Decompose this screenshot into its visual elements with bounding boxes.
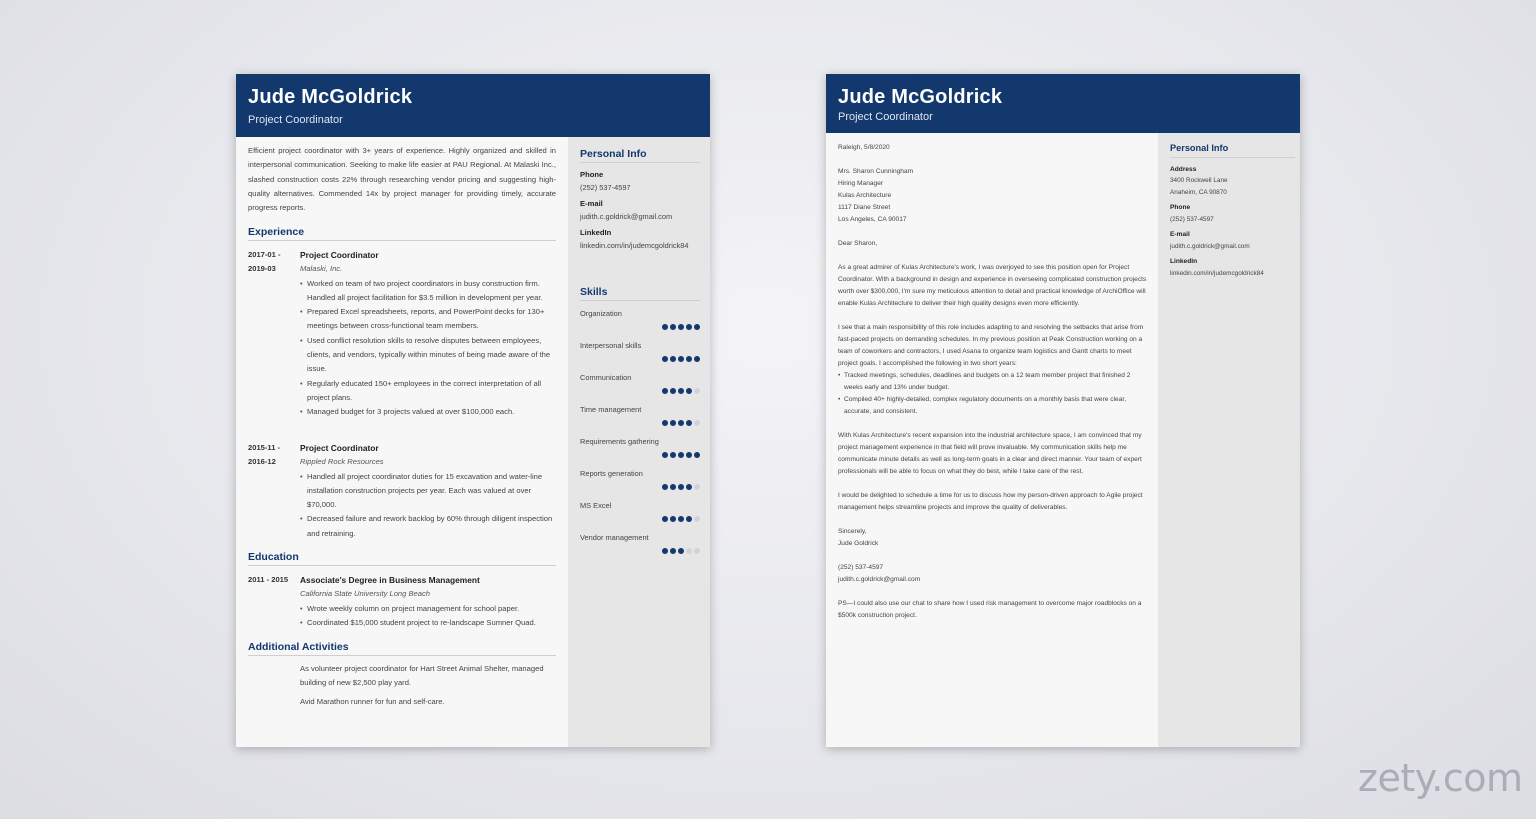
skill-rating	[662, 452, 700, 458]
signature: Jude Goldrick	[838, 540, 879, 547]
resume-role: Project Coordinator	[248, 114, 343, 126]
skill-rating	[662, 356, 700, 362]
skills-title: Skills	[580, 286, 700, 301]
entry-org: Rippled Rock Resources	[300, 457, 384, 467]
email-label: E-mail	[1170, 231, 1190, 238]
cover-letter-page	[826, 74, 1300, 747]
skill-name: Time management	[580, 405, 642, 414]
rating-dot	[678, 356, 684, 362]
skill-item	[580, 341, 700, 350]
rating-dot	[662, 516, 668, 522]
skill-rating	[662, 420, 700, 426]
linkedin-value: linkedin.com/in/judemcgoldrick84	[580, 241, 689, 250]
recipient-line: Kulas Architecture	[838, 192, 892, 199]
rating-dot	[678, 548, 684, 554]
address-label: Address	[1170, 165, 1197, 173]
experience-title: Experience	[248, 226, 556, 241]
rating-dot	[686, 484, 692, 490]
resume-page	[236, 74, 710, 747]
rating-dot	[694, 388, 700, 394]
letter-phone: (252) 537-4597	[838, 564, 884, 571]
rating-dot	[694, 484, 700, 490]
letter-role: Project Coordinator	[838, 111, 933, 123]
rating-dot	[662, 324, 668, 330]
entry-bullet: • Worked on team of two project coordinators in busy construction firm. Handled all project facilitation for $3.5 million in development per year.	[307, 277, 558, 306]
phone-label: Phone	[1170, 204, 1191, 211]
skill-item	[580, 373, 700, 382]
rating-dot	[662, 548, 668, 554]
skill-item	[580, 309, 700, 318]
recipient-line: Mrs. Sharon Cunningham	[838, 168, 914, 175]
rating-dot	[662, 388, 668, 394]
skill-rating	[662, 324, 700, 330]
rating-dot	[662, 452, 668, 458]
rating-dot	[694, 516, 700, 522]
entry-bullet: • Decreased failure and rework backlog by 60% through diligent inspection and retraining.	[307, 512, 558, 541]
rating-dot	[686, 356, 692, 362]
rating-dot	[694, 356, 700, 362]
entry-title: Project Coordinator	[300, 443, 379, 453]
entry-bullet: • Regularly educated 150+ employees in the correct interpretation of all project plans.	[307, 377, 558, 406]
letter-name: Jude McGoldrick	[838, 86, 1003, 108]
rating-dot	[678, 324, 684, 330]
rating-dot	[686, 388, 692, 394]
skill-name: Vendor management	[580, 533, 649, 542]
personal-info-title: Personal Info	[1170, 143, 1295, 158]
resume-header	[236, 74, 710, 137]
closing: Sincerely,	[838, 528, 867, 535]
address-line: 3400 Rockwell Lane	[1170, 177, 1228, 184]
skill-item	[580, 501, 700, 510]
skill-name: MS Excel	[580, 501, 612, 510]
postscript: PS—I could also use our chat to share how I used risk management to overcome major roadblocks on a $500k construction project.	[838, 600, 1142, 619]
address-line: Anaheim, CA 90870	[1170, 188, 1227, 196]
recipient-line: 1117 Diane Street	[838, 204, 891, 211]
rating-dot	[662, 420, 668, 426]
rating-dot	[686, 420, 692, 426]
rating-dot	[670, 356, 676, 362]
paragraph: With Kulas Architecture's recent expansion into the industrial architecture space, I am convinced that my project management experience in that field will prove invaluable. My communication skills help me communicate minute details as well as long-term goals in a clear and direct manner. Your team of expert professionals will be able to focus on what they do best, while I take care of the rest.	[838, 432, 1142, 475]
paragraph: I see that a main responsibility of this role includes adapting to and resolving the setbacks that arise from fast-paced projects on demanding schedules. In my previous position at Peak Construction working on a team of coworkers and contractors, I used Asana to organize team logistics and Gantt charts to meet project goals. I accomplished the following in two short years:	[838, 324, 1144, 367]
skill-item	[580, 437, 700, 446]
rating-dot	[686, 516, 692, 522]
skill-rating	[662, 548, 700, 554]
recipient-line: Los Angeles, CA 90017	[838, 216, 907, 223]
email-value: judith.c.goldrick@gmail.com	[1170, 242, 1250, 250]
skill-item	[580, 405, 700, 414]
rating-dot	[670, 548, 676, 554]
rating-dot	[678, 484, 684, 490]
rating-dot	[686, 548, 692, 554]
linkedin-label: LinkedIn	[580, 228, 612, 237]
rating-dot	[670, 452, 676, 458]
skill-name: Requirements gathering	[580, 437, 659, 446]
entry-dates: 2011 - 2015	[248, 575, 289, 584]
skill-rating	[662, 516, 700, 522]
paragraph: I would be delighted to schedule a time for us to discuss how my person-driven approach to Agile project management helps streamline projects and improve the quality of deliverables.	[838, 492, 1143, 511]
rating-dot	[694, 452, 700, 458]
rating-dot	[670, 324, 676, 330]
resume-name: Jude McGoldrick	[248, 86, 413, 108]
phone-value: (252) 537-4597	[580, 183, 631, 192]
rating-dot	[670, 420, 676, 426]
letter-email: judith.c.goldrick@gmail.com	[838, 576, 921, 583]
letter-bullet: • Compiled 40+ highly-detailed, complex regulatory documents on a monthly basis that were clear, accurate, and consistent.	[844, 394, 1148, 418]
letter-header	[826, 74, 1300, 133]
activity-item: As volunteer project coordinator for Hart Street Animal Shelter, managed building of new $2,500 play yard.	[300, 664, 544, 688]
recipient-line: Hiring Manager	[838, 180, 884, 187]
rating-dot	[678, 388, 684, 394]
email-value: judith.c.goldrick@gmail.com	[580, 212, 673, 221]
entry-bullet: • Prepared Excel spreadsheets, reports, and PowerPoint decks for 130+ meetings between cross-functional team members.	[307, 305, 558, 334]
rating-dot	[662, 356, 668, 362]
rating-dot	[670, 388, 676, 394]
resume-summary: Efficient project coordinator with 3+ years of experience. Highly organized and skilled in interpersonal communication. Seeking to make life easier at PAU Regional. At Malaski Inc., slashed construction costs 22% through researching vendor pricing and suggesting high-quality alternatives. Commended 14x by project manager for providing timely, accurate progress reports.	[248, 146, 556, 213]
skill-item	[580, 469, 700, 478]
entry-bullet: • Handled all project coordinator duties for 15 excavation and water-line installation construction projects per year. Each was valued at over $70,000.	[307, 470, 558, 513]
activities-title: Additional Activities	[248, 641, 556, 656]
skill-item	[580, 533, 700, 542]
skill-name: Communication	[580, 373, 632, 382]
resume-personal-info	[580, 148, 700, 252]
zety-logo[interactable]: zety.com	[1358, 756, 1523, 800]
entry-bullet: • Used conflict resolution skills to resolve disputes between employees, clients, and vendors, typically within minutes of being made aware of the issue.	[307, 334, 558, 377]
entry-org: Malaski, Inc.	[300, 264, 343, 274]
rating-dot	[694, 324, 700, 330]
rating-dot	[686, 452, 692, 458]
entry-bullet: • Coordinated $15,000 student project to re-landscape Sumner Quad.	[307, 616, 558, 630]
letter-body	[838, 142, 1148, 622]
education-title: Education	[248, 551, 556, 566]
email-label: E-mail	[580, 199, 603, 208]
letter-bullet: • Tracked meetings, schedules, deadlines and budgets on a 12 team member project that finished 2 weeks early and 13% under budget.	[844, 370, 1148, 394]
skill-rating	[662, 388, 700, 394]
rating-dot	[694, 420, 700, 426]
entry-bullet: • Wrote weekly column on project management for school paper.	[307, 602, 558, 616]
entry-title: Associate's Degree in Business Management	[300, 575, 480, 585]
rating-dot	[678, 516, 684, 522]
skill-name: Interpersonal skills	[580, 341, 642, 350]
skill-rating	[662, 484, 700, 490]
linkedin-value: linkedin.com/in/judemcgoldrick84	[1170, 269, 1264, 277]
rating-dot	[662, 484, 668, 490]
paragraph: As a great admirer of Kulas Architecture's work, I was overjoyed to see this position open for Project Coordinator. With a background in design and experience in overseeing complicated construction projects worth over $300,000, I'm sure my meticulous attention to detail and practical knowledge of ArchiOffice will enable Kulas Architecture to deliver their high quality designs even more efficiently.	[838, 264, 1147, 307]
rating-dot	[694, 548, 700, 554]
rating-dot	[670, 516, 676, 522]
entry-title: Project Coordinator	[300, 250, 379, 260]
entry-bullet: • Managed budget for 3 projects valued at over $100,000 each.	[307, 405, 558, 419]
rating-dot	[678, 452, 684, 458]
rating-dot	[678, 420, 684, 426]
phone-label: Phone	[580, 170, 604, 179]
skills-header	[580, 286, 700, 301]
rating-dot	[670, 484, 676, 490]
activity-item: Avid Marathon runner for fun and self-care.	[300, 696, 445, 706]
skill-name: Reports generation	[580, 469, 643, 478]
skill-name: Organization	[580, 309, 622, 318]
entry-dates: 2015-11 - 2016-12	[248, 443, 281, 467]
linkedin-label: LinkedIn	[1170, 258, 1198, 265]
place-date: Raleigh, 5/8/2020	[838, 144, 890, 151]
letter-personal-info	[1170, 143, 1295, 279]
phone-value: (252) 537-4597	[1170, 215, 1214, 223]
greeting: Dear Sharon,	[838, 240, 878, 247]
personal-info-title: Personal Info	[580, 148, 700, 163]
rating-dot	[686, 324, 692, 330]
entry-org: California State University Long Beach	[300, 589, 431, 599]
entry-dates: 2017-01 - 2019-03	[248, 250, 281, 274]
